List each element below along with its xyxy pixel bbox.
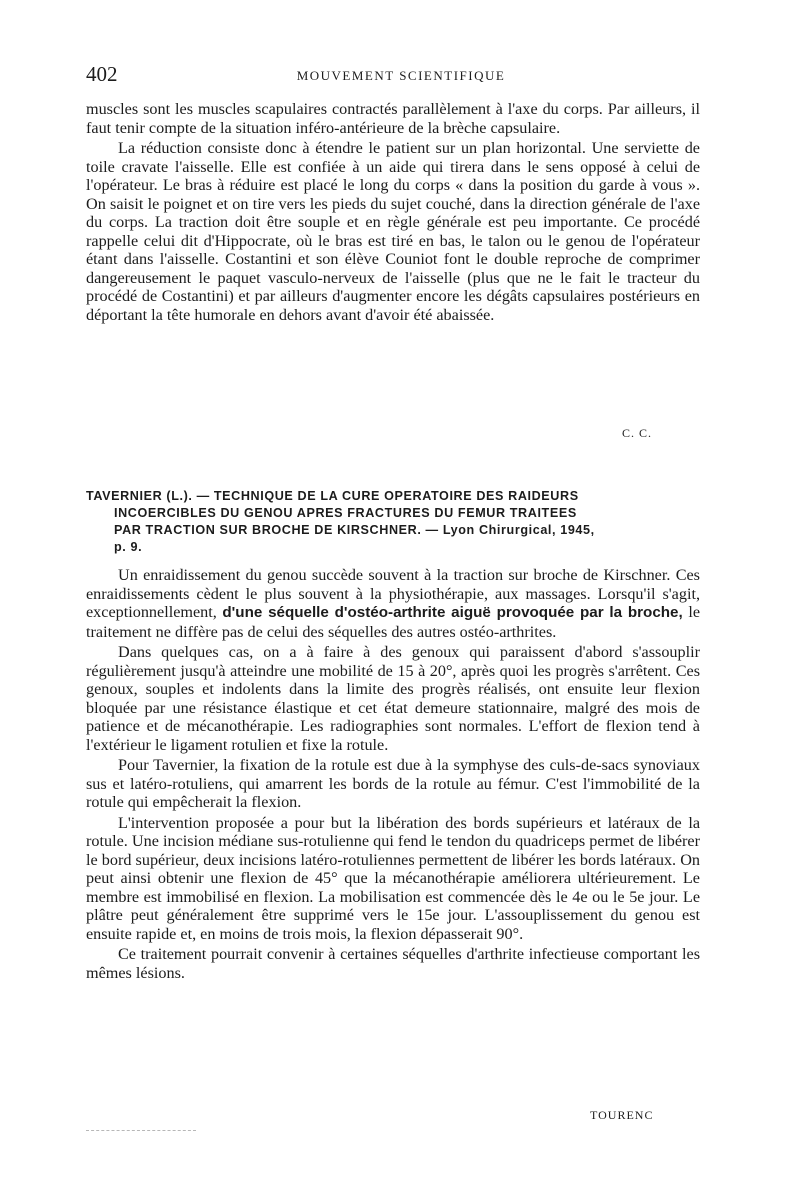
paragraph-text: Un enraidissement du genou succède souvent à la traction sur broche de Kirschner. Ces enraidissements cèdent le plus souvent à la physiothérapie, aux massages. Lorsqu'il s'agit, exceptionnellement, <box>86 566 700 621</box>
page-header <box>86 62 716 88</box>
reference-line: PAR TRACTION SUR BROCHE DE KIRSCHNER. — Lyon Chirurgical, 1945, <box>114 523 595 537</box>
section-1-text <box>86 100 700 324</box>
bibliographic-reference <box>86 488 700 556</box>
paragraph-text: le traitement ne diffère pas de celui des séquelles des autres ostéo-arthrites. <box>86 603 700 641</box>
running-title: MOUVEMENT SCIENTIFIQUE <box>296 68 506 83</box>
reference-line: TAVERNIER (L.). — TECHNIQUE DE LA CURE OPERATOIRE DES RAIDEURS <box>86 489 579 503</box>
signature-initials: C. C. <box>622 426 653 440</box>
section-2-text <box>86 566 700 982</box>
page-number: 402 <box>86 62 118 86</box>
emphasized-text: d'une séquelle d'ostéo-arthrite aiguë provoquée par la broche, <box>222 604 683 621</box>
paragraph: L'intervention proposée a pour but la libération des bords supérieurs et latéraux de la rotule. Une incision médiane sus-rotulienne qui fend le tendon du quadriceps permet de libérer le bord supérieur, deux incisions latéro-rotuliennes permettent de libérer les bords latéraux. On peut ainsi obtenir une flexion de 45° que la mécanothérapie améliorera ultérieurement. Le membre est immobilisé en flexion. La mobilisation est commencée dès le 4e ou le 5e jour. Le plâtre peut généralement être supprimé vers le 15e jour. L'assouplissement du genou est ensuite rapide et, en moins de trois mois, la flexion dépasserait 90°. <box>86 813 700 943</box>
paragraph: Dans quelques cas, on a à faire à des genoux qui paraissent d'abord s'assouplir régulièrement jusqu'à atteindre une mobilité de 15 à 20°, après quoi les progrès s'arrêtent. Ces genoux, souples et indolents dans la limite des progrès réalisés, ont ensuite leur flexion bloquée par une résistance élastique et cet état demeure stationnaire, malgré des mois de patience et de mécanothérapie. Les radiographies sont normales. L'effort de flexion tend à l'extérieur le ligament rotulien et fixe la rotule. <box>86 643 700 754</box>
signature-author: TOURENC <box>590 1108 654 1122</box>
paragraph: muscles sont les muscles scapulaires contractés parallèlement à l'axe du corps. Par ailleurs, il faut tenir compte de la situation inféro-antérieure de la brèche capsulaire. <box>86 100 700 137</box>
footer-rule <box>86 1130 196 1131</box>
reference-line: p. 9. <box>114 540 143 554</box>
reference-line: INCOERCIBLES DU GENOU APRES FRACTURES DU FEMUR TRAITEES <box>114 506 577 520</box>
paragraph: Pour Tavernier, la fixation de la rotule est due à la symphyse des culs-de-sacs synoviaux sus et latéro-rotuliens, qui amarrent les bords de la rotule au fémur. C'est l'immobilité de la rotule qui empêcherait la flexion. <box>86 756 700 811</box>
paragraph: La réduction consiste donc à étendre le patient sur un plan horizontal. Une serviette de toile cravate l'aisselle. Elle est confiée à un aide qui tirera dans le sens opposé à celui de l'opérateur. Le bras à réduire est placé le long du corps « dans la position du garde à vous ». On saisit le poignet et on tire vers les pieds du sujet couché, dans la direction générale de l'axe du corps. La traction doit être souple et en règle générale est peu importante. Ce procédé rappelle celui dit d'Hippocrate, où le bras est tiré en bas, le talon ou le genou de l'opérateur étant dans l'aisselle. Costantini et son élève Couniot font le double reproche de comprimer dangereusement le paquet vasculo-nerveux de l'aisselle (plus que ne le fait le tracteur du procédé de Costantini) et par ailleurs d'augmenter encore les dégâts capsulaires postérieurs en déportant la tête humorale en dehors avant d'avoir été abaissée. <box>86 139 700 324</box>
paragraph <box>86 566 700 641</box>
paragraph: Ce traitement pourrait convenir à certaines séquelles d'arthrite infectieuse comportant les mêmes lésions. <box>86 945 700 982</box>
